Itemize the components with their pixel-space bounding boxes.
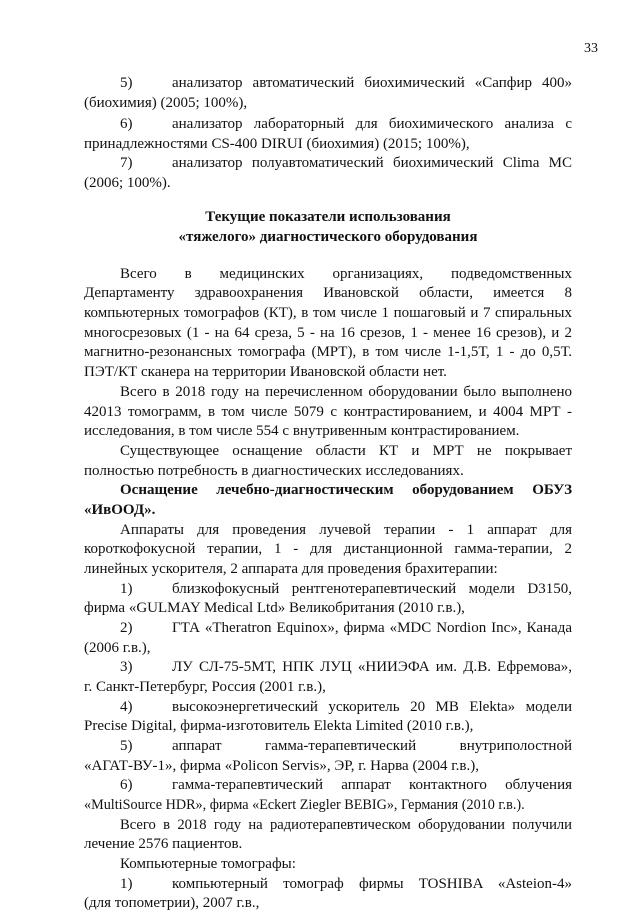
list-item-line: 5) аппарат гамма-терапевтический внутриполостной	[120, 738, 572, 754]
paragraph-line: многосрезовых (1 - на 64 среза, 5 - на 16 срезов, 1 - менее 16 срезов), и 2	[84, 325, 572, 341]
list-item-line: 1) компьютерный томограф фирмы TOSHIBA «Asteion-4»	[120, 876, 572, 892]
list-item-line: «АГАТ-ВУ-1», фирма «Policon Servis», ЭР, г. Нарва (2004 г.в.),	[84, 758, 479, 774]
section-heading-line-1: Текущие показатели использования	[205, 209, 451, 225]
list-item-line: 5) анализатор автоматический биохимический «Сапфир 400»	[120, 75, 572, 91]
paragraph-line: Существующее оснащение области КТ и МРТ не покрывает	[120, 443, 572, 459]
page-number: 33	[584, 41, 598, 56]
paragraph-line: линейных ускорителя, 2 аппарата для проведения брахитерапии:	[84, 561, 498, 577]
list-item-line: 2) ГТА «Theratron Equinox», фирма «MDC Nordion Inc», Канада	[120, 620, 572, 636]
subheading-line-1: Оснащение лечебно-диагностическим оборудованием ОБУЗ	[120, 482, 572, 498]
paragraph-line: Всего в 2018 году на перечисленном оборудовании было выполнено	[120, 384, 572, 400]
paragraph-line: 42013 томограмм, в том числе 5079 с контрастированием, и 4004 МРТ -	[84, 404, 572, 420]
paragraph-line: лечение 2576 пациентов.	[84, 836, 243, 852]
paragraph-line: исследования, в том числе 554 с внутривенным контрастированием.	[84, 423, 520, 439]
paragraph-line: Всего в 2018 году на радиотерапевтическом оборудовании получили	[120, 817, 572, 833]
paragraph-line: Департаменту здравоохранения Ивановской области, имеется 8	[84, 285, 572, 301]
list-item-line: «MultiSource HDR», фирма «Eckert Ziegler BEBIG», Германия (2010 г.в.).	[84, 797, 525, 813]
list-item-line: 4) высокоэнергетический ускоритель 20 MB Elekta» модели	[120, 699, 572, 715]
list-item-line: (2006; 100%).	[84, 175, 171, 191]
list-item-line: 6) анализатор лабораторный для биохимического анализа с	[120, 116, 572, 132]
paragraph-line: ПЭТ/КТ сканера на территории Ивановской области нет.	[84, 364, 447, 380]
list-item-line: (для топометрии), 2007 г.в.,	[84, 895, 260, 911]
paragraph-line: полностью потребность в диагностических исследованиях.	[84, 463, 464, 479]
list-item-line: 1) близкофокусный рентгенотерапевтический модели D3150,	[120, 581, 572, 597]
paragraph-line: компьютерных томографов (КТ), в том числе 1 пошаговый и 7 спиральных	[84, 305, 572, 321]
list-item-line: (биохимия) (2005; 100%),	[84, 95, 248, 111]
list-item-line: принадлежностями CS-400 DIRUI (биохимия) (2015; 100%),	[84, 136, 470, 152]
list-item-line: фирма «GULMAY Medical Ltd» Великобритания (2010 г.в.),	[84, 600, 465, 616]
list-item-line: Precise Digital, фирма-изготовитель Elekta Limited (2010 г.в.),	[84, 718, 474, 734]
list-item-line: 7) анализатор полуавтоматический биохимический Clima MC	[120, 155, 572, 171]
list-item-line: 6) гамма-терапевтический аппарат контактного облучения	[120, 777, 572, 793]
paragraph-line: Всего в медицинских организациях, подведомственных	[120, 266, 572, 282]
list-item-line: (2006 г.в.),	[84, 640, 151, 656]
paragraph-line: Аппараты для проведения лучевой терапии - 1 аппарат для	[120, 522, 572, 538]
section-heading-line-2: «тяжелого» диагностического оборудования	[178, 229, 478, 245]
list-item-line: г. Санкт-Петербург, Россия (2001 г.в.),	[84, 679, 326, 695]
subheading-line-2: «ИвООД».	[84, 502, 156, 518]
list-item-line: 3) ЛУ СЛ-75-5МТ, НПК ЛУЦ «НИИЭФА им. Д.В. Ефремова»,	[120, 659, 572, 675]
paragraph-line: магнитно-резонансных томографа (МРТ), в том числе 1-1,5Т, 1 - до 0,5Т.	[84, 344, 572, 360]
paragraph-line: короткофокусной терапии, 1 - для дистанционной гамма-терапии, 2	[84, 541, 572, 557]
paragraph-line: Компьютерные томографы:	[120, 856, 296, 872]
